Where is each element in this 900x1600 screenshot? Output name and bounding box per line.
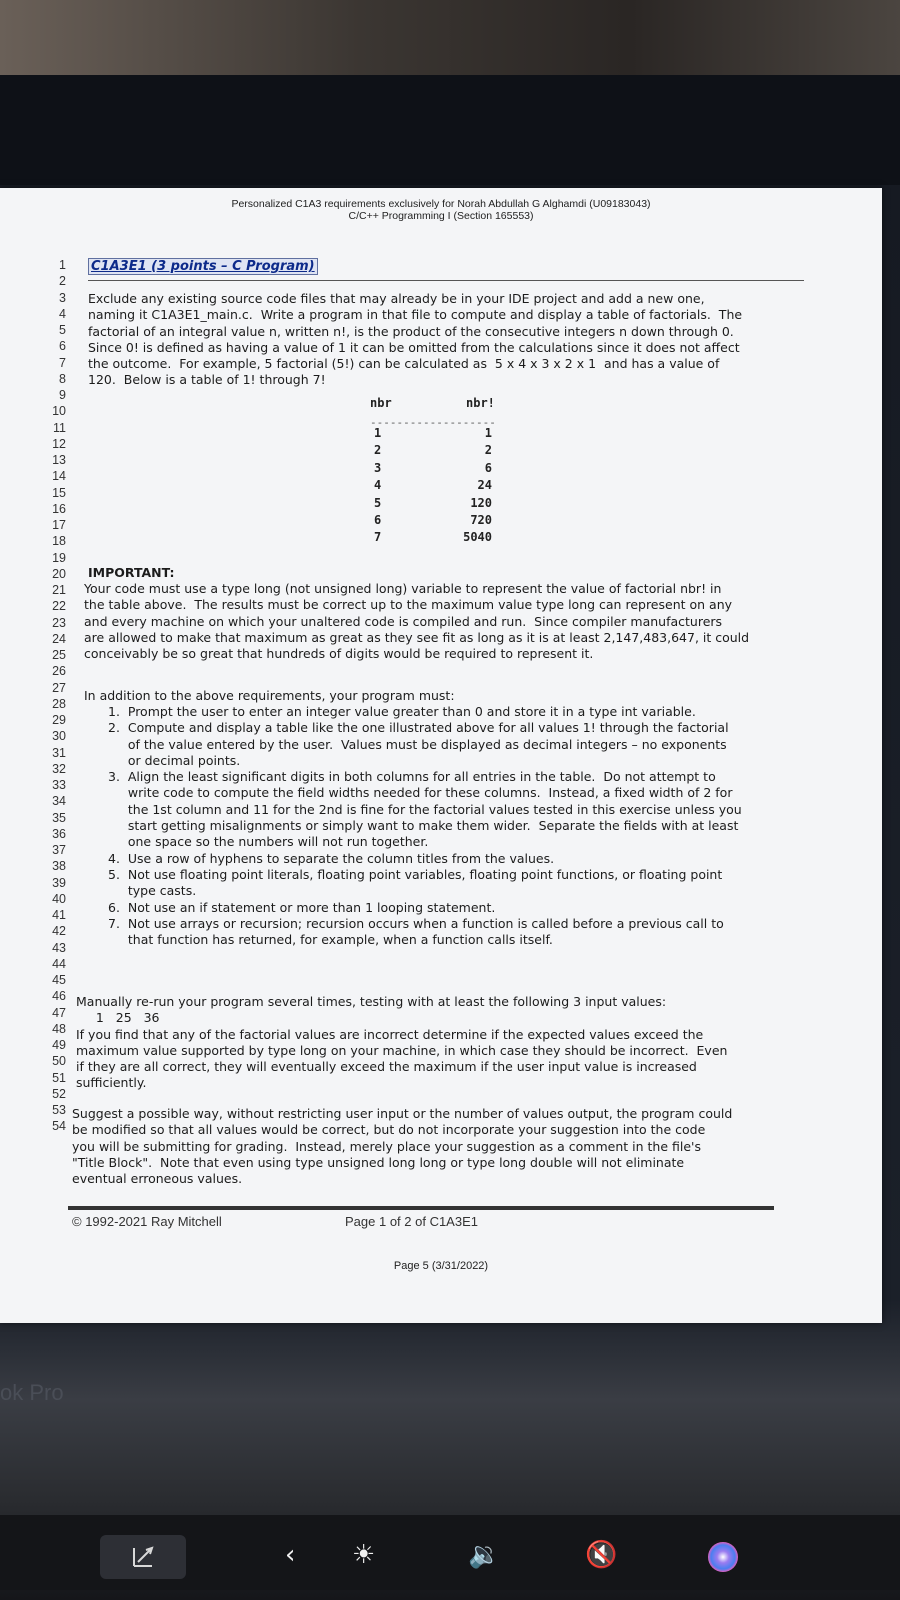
suggest-paragraph — [72, 1106, 732, 1187]
line-number: 32 — [52, 761, 66, 776]
intro-line: naming it C1A3E1_main.c. Write a program in that file to compute and display a table of factorials. The — [88, 307, 743, 323]
line-number: 4 — [59, 306, 66, 321]
intro-line: 120. Below is a table of 1! through 7! — [88, 372, 326, 388]
requirement-line: 5. Not use floating point literals, floating point variables, floating point functions, or floating point — [108, 866, 723, 882]
requirement-line: 4. Use a row of hyphens to separate the column titles from the values. — [108, 850, 555, 866]
table-cell-factorial: 24 — [477, 478, 492, 493]
line-number: 30 — [52, 729, 66, 744]
important-line: the table above. The results must be correct up to the maximum value type long can represent on any — [84, 597, 733, 613]
line-number: 39 — [52, 875, 66, 890]
requirement-line: type casts. — [108, 883, 197, 899]
siri-like-icon — [128, 1544, 158, 1570]
rerun-line: Manually re-run your program several times, testing with at least the following 3 input values: — [76, 994, 667, 1009]
line-number: 10 — [52, 404, 66, 419]
rerun-line: If you find that any of the factorial values are incorrect determine if the expected values exceed the — [76, 1026, 704, 1042]
line-number: 14 — [52, 469, 66, 484]
line-number: 38 — [52, 859, 66, 874]
line-number: 54 — [52, 1119, 66, 1134]
requirement-line: that function has returned, for example, when a function calls itself. — [108, 932, 553, 948]
requirement-line: start getting misalignments or simply want to make them wider. Separate the fields with at least — [108, 818, 739, 834]
suggest-line: Suggest a possible way, without restricting user input or the number of values output, the program could — [72, 1106, 733, 1121]
suggest-line: "Title Block". Note that even using type unsigned long long or type long double will not eliminate — [72, 1154, 685, 1170]
device-brand-label: ok Pro — [0, 1380, 64, 1405]
line-number: 49 — [52, 1038, 66, 1052]
mute-icon[interactable]: 🔇 — [585, 1540, 618, 1570]
line-number: 43 — [52, 940, 66, 955]
requirement-line: 6. Not use an if statement or more than 1 looping statement. — [108, 899, 496, 915]
line-number: 46 — [52, 989, 66, 1004]
line-number: 44 — [52, 956, 66, 971]
line-number: 11 — [53, 420, 66, 435]
footer-page: Page 1 of 2 of C1A3E1 — [345, 1214, 478, 1229]
line-number: 19 — [52, 550, 66, 565]
intro-paragraph — [88, 291, 742, 389]
line-number: 2 — [59, 274, 66, 289]
intro-line: factorial of an integral value n, written n!, is the product of the consecutive integers n down through 0. — [88, 323, 734, 339]
background-top — [0, 0, 900, 75]
line-number: 45 — [52, 973, 66, 987]
table-cell-nbr: 2 — [374, 443, 382, 458]
requirements-list — [108, 704, 742, 948]
requirements-intro: In addition to the above requirements, your program must: — [84, 688, 455, 703]
viewer-page-number: Page 5 (3/31/2022) — [393, 1260, 489, 1272]
line-number: 36 — [52, 826, 66, 841]
rerun-line: if they are all correct, they will eventually exceed the maximum if the user input value is increased — [76, 1059, 697, 1075]
rerun-line: sufficiently. — [76, 1075, 147, 1091]
rerun-line: maximum value supported by type long on your machine, in which case they should be incorrect. Even — [76, 1042, 728, 1058]
table-cell-factorial: 720 — [470, 513, 492, 527]
rerun-paragraph — [76, 994, 727, 1092]
rerun-line: 1 25 36 — [76, 1010, 160, 1026]
suggest-line: be modified so that all values would be correct, but do not incorporate your suggestion into the code — [72, 1122, 706, 1138]
line-number: 51 — [52, 1070, 66, 1085]
requirement-line: of the value entered by the user. Values must be displayed as decimal integers – no exponents — [108, 736, 727, 752]
table-cell-nbr: 7 — [374, 530, 382, 545]
table-cell-factorial: 2 — [484, 443, 492, 458]
line-number: 28 — [52, 696, 66, 711]
table-cell-factorial: 120 — [470, 495, 492, 510]
requirement-line: 3. Align the least significant digits in both columns for all entries in the table. Do not attempt to — [108, 769, 716, 785]
line-number: 8 — [59, 371, 66, 386]
requirement-line: one space so the numbers will not run together. — [108, 834, 429, 850]
line-number: 7 — [59, 355, 66, 370]
requirement-line: or decimal points. — [108, 752, 241, 768]
line-number: 40 — [52, 891, 66, 906]
important-line: Your code must use a type long (not unsigned long) variable to represent the value of factorial nbr! in — [84, 581, 722, 596]
page-header-line1: Personalized C1A3 requirements exclusively for Norah Abdullah G Alghamdi (U09183043) — [231, 198, 651, 210]
requirement-line: the 1st column and 11 for the 2nd is fine for the factorial values tested in this exercise unless you — [108, 801, 742, 817]
requirement-line: 1. Prompt the user to enter an integer value greater than 0 and store it in a type int variable. — [108, 704, 696, 719]
line-number: 18 — [52, 534, 66, 549]
line-number: 6 — [59, 339, 66, 354]
line-number: 16 — [52, 501, 66, 516]
line-number: 17 — [52, 518, 66, 532]
line-number: 24 — [52, 631, 66, 646]
important-paragraph — [84, 581, 749, 662]
table-cell-nbr: 4 — [374, 478, 382, 493]
line-number: 31 — [52, 745, 66, 760]
line-number: 34 — [52, 794, 66, 809]
back-chevron-icon[interactable]: ‹ — [285, 1540, 296, 1570]
table-cell-factorial: 5040 — [463, 530, 492, 545]
line-number: 13 — [52, 453, 66, 467]
line-number: 42 — [52, 924, 66, 939]
brightness-icon[interactable]: ☀ — [352, 1540, 376, 1570]
footer-rule — [68, 1206, 774, 1210]
important-heading: IMPORTANT: — [88, 565, 175, 580]
important-line: conceivably be so great that hundreds of digits would be required to represent it. — [84, 646, 594, 662]
volume-icon[interactable]: 🔉 — [468, 1540, 501, 1570]
line-number: 29 — [52, 713, 66, 727]
table-cell-nbr: 6 — [374, 513, 382, 527]
suggest-line: you will be submitting for grading. Instead, merely place your suggestion as a comment in the file's — [72, 1138, 701, 1154]
siri-icon[interactable] — [706, 1540, 740, 1581]
line-number: 53 — [52, 1103, 66, 1117]
line-number: 15 — [52, 485, 66, 500]
intro-line: Since 0! is defined as having a value of 1 it can be omitted from the calculations since it does not affect — [88, 339, 740, 355]
line-number: 25 — [52, 648, 66, 662]
line-number: 37 — [52, 843, 66, 857]
line-number: 35 — [52, 810, 66, 825]
line-number: 3 — [59, 290, 66, 305]
footer-copyright: © 1992-2021 Ray Mitchell — [72, 1214, 222, 1229]
requirement-line: 2. Compute and display a table like the one illustrated above for all values 1! through the factorial — [108, 720, 729, 736]
table-col2-header: nbr! — [466, 396, 495, 410]
important-line: are allowed to make that maximum as great as they see fit as long as it is at least 2,147,483,647, it could — [84, 629, 750, 645]
line-number: 41 — [52, 908, 66, 922]
line-number: 47 — [52, 1005, 66, 1020]
line-number: 20 — [52, 566, 66, 581]
table-cell-factorial: 1 — [484, 426, 492, 440]
line-number: 27 — [52, 680, 66, 695]
requirement-line: write code to compute the field widths needed for these columns. Instead, a fixed width of 2 for — [108, 785, 733, 801]
exercise-title: C1A3E1 (3 points – C Program) — [88, 258, 318, 275]
line-number: 48 — [52, 1021, 66, 1036]
suggest-line: eventual erroneous values. — [72, 1171, 243, 1187]
table-cell-nbr: 3 — [374, 460, 382, 475]
line-number: 33 — [52, 778, 66, 792]
table-cell-nbr: 1 — [374, 426, 382, 440]
document-page — [0, 188, 882, 1323]
line-number: 5 — [59, 323, 66, 337]
esc-button[interactable] — [100, 1535, 186, 1579]
line-number: 12 — [52, 436, 66, 451]
line-number: 9 — [59, 388, 66, 402]
table-separator: ------------------- — [370, 416, 496, 429]
title-rule — [88, 280, 804, 281]
table-col1-header: nbr — [370, 396, 392, 410]
line-number: 50 — [52, 1054, 66, 1069]
screen-bezel — [0, 75, 900, 185]
important-line: and every machine on which your unaltered code is compiled and run. Since compiler manufacturers — [84, 613, 723, 629]
line-number: 26 — [52, 664, 66, 679]
line-number: 22 — [52, 599, 66, 614]
page-header-line2: C/C++ Programming I (Section 165553) — [348, 210, 534, 222]
table-cell-nbr: 5 — [374, 495, 382, 510]
intro-line: Exclude any existing source code files that may already be in your IDE project and add a new one, — [88, 291, 705, 306]
intro-line: the outcome. For example, 5 factorial (5!) can be calculated as 5 x 4 x 3 x 2 x 1 and has a value of — [88, 356, 720, 372]
line-number: 23 — [52, 615, 66, 630]
table-cell-factorial: 6 — [484, 460, 492, 475]
line-number: 52 — [52, 1086, 66, 1101]
line-number: 1 — [59, 258, 66, 272]
line-number: 21 — [52, 583, 66, 597]
requirement-line: 7. Not use arrays or recursion; recursion occurs when a function is called before a previous call to — [108, 915, 724, 931]
